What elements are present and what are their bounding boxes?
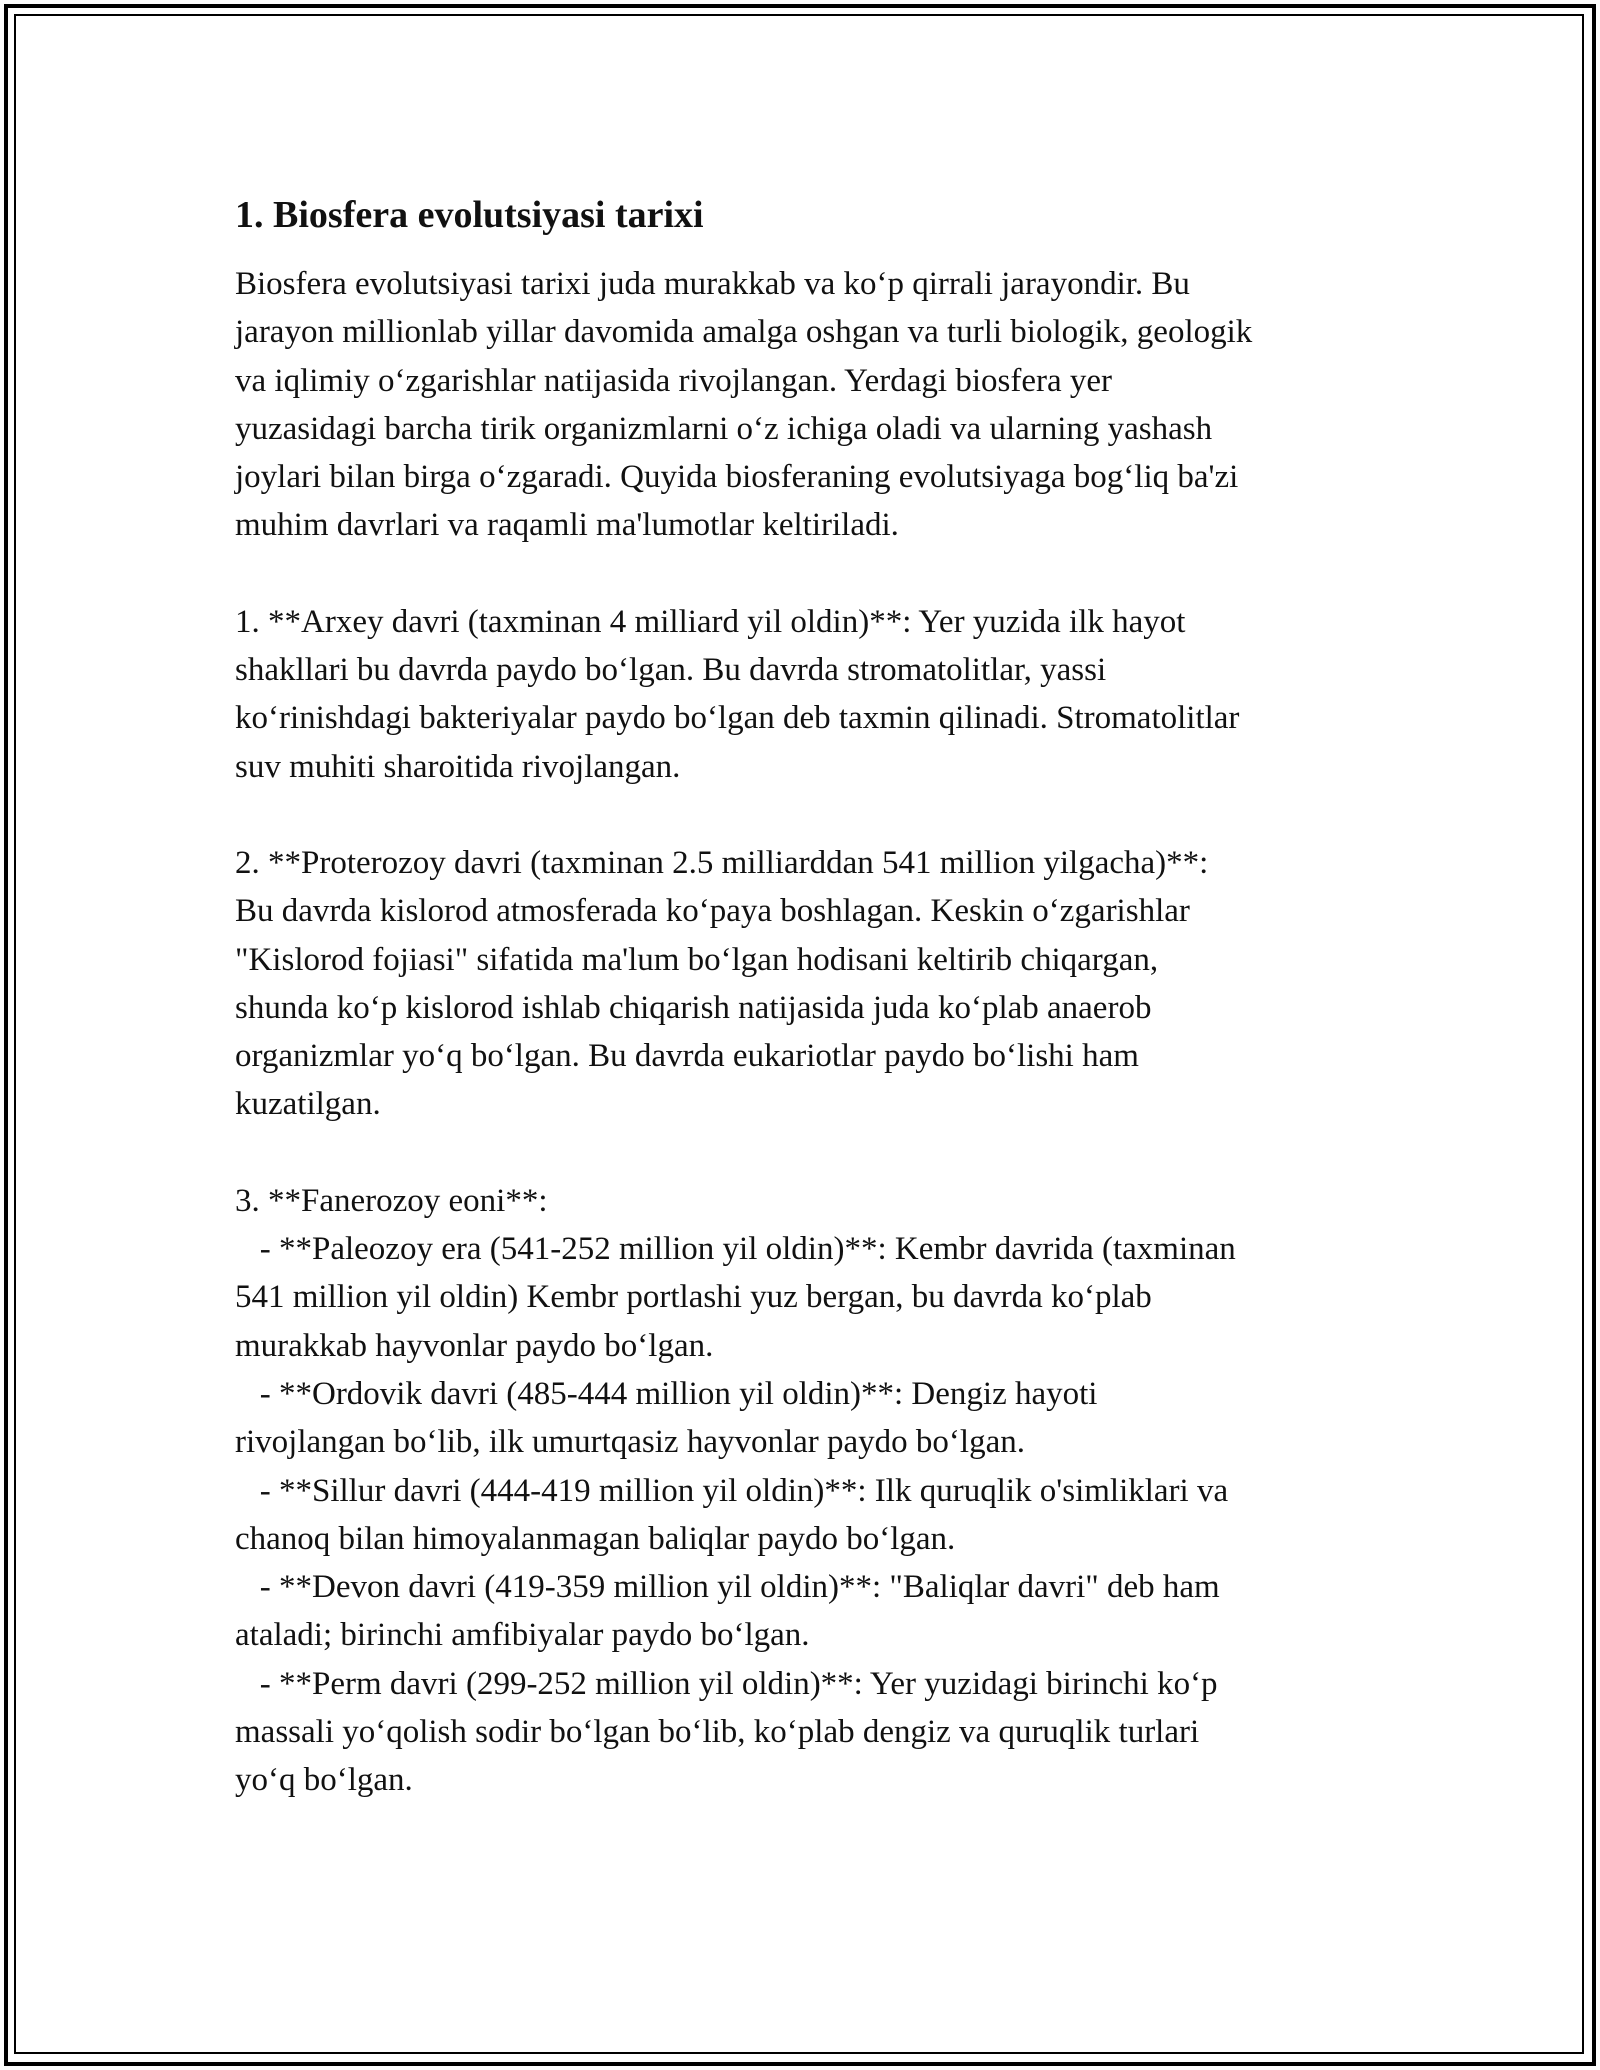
list-item-archean: 1. **Arxey davri (taxminan 4 milliard yil oldin)**: Yer yuzida ilk hayot shakllari bu davrda paydo bo‘lgan. Bu davrda stromatolitlar, yassi ko‘rinishdagi bakteriyalar paydo bo‘lgan deb taxmin qilinadi. Stromatolitlar suv muhiti sharoitida rivojlangan. xyxy=(235,603,1240,785)
sub-item-lead: - **Devon davri (419-359 million yil oldin)**: "Baliqlar davri" deb ham xyxy=(235,1569,1220,1606)
paragraph-gap xyxy=(235,550,1375,598)
sub-item-silurian xyxy=(235,1467,1375,1564)
sub-item-lead: - **Paleozoy era (541-252 million yil oldin)**: Kembr davrida (taxminan xyxy=(235,1231,1236,1268)
list-item-proterozoic: 2. **Proterozoy davri (taxminan 2.5 milliarddan 541 million yilgacha)**: Bu davrda kislorod atmosferada ko‘paya boshlagan. Keskin o‘zgarishlar "Kislorod fojiasi" sifatida ma'lum bo‘lgan hodisani keltirib chiqargan, shunda ko‘p kislorod ishlab chiqarish natijasida juda ko‘plab anaerob organizmlar yo‘q bo‘lgan. Bu davrda eukariotlar paydo bo‘lishi ham kuzatilgan. xyxy=(235,844,1209,1123)
sub-item-paleozoic xyxy=(235,1225,1375,1370)
sub-item-ordovician xyxy=(235,1370,1375,1467)
intro-paragraph: Biosfera evolutsiyasi tarixi juda murakkab va ko‘p qirrali jarayondir. Bu jarayon millionlab yillar davomida amalga oshgan va turli biologik, geologik va iqlimiy o‘zgarishlar natijasida rivojlangan. Yerdagi biosfera yer yuzasidagi barcha tirik organizmlarni o‘z ichiga oladi va ularning yashash joylari bilan birga o‘zgaradi. Quyida biosferaning evolutsiyaga bog‘liq ba'zi muhim davrlari va raqamli ma'lumotlar keltiriladi. xyxy=(235,266,1253,544)
list-item-phanerozoic-title: 3. **Fanerozoy eoni**: xyxy=(235,1182,548,1219)
sub-item-lead: - **Sillur davri (444-419 million yil oldin)**: Ilk quruqlik o'simliklari va xyxy=(235,1472,1229,1509)
document-body xyxy=(235,190,1375,1805)
paragraph-gap xyxy=(235,791,1375,839)
sub-item-permian xyxy=(235,1660,1375,1805)
sub-item-lead: - **Ordovik davri (485-444 million yil oldin)**: Dengiz hayoti xyxy=(235,1375,1098,1412)
sub-item-lead: - **Perm davri (299-252 million yil oldin)**: Yer yuzidagi birinchi ko‘p xyxy=(235,1665,1218,1702)
sub-item-text: 541 million yil oldin) Kembr portlashi yuz bergan, bu davrda ko‘plab murakkab hayvonlar paydo bo‘lgan. xyxy=(235,1279,1152,1364)
sub-item-text: massali yo‘qolish sodir bo‘lgan bo‘lib, ko‘plab dengiz va quruqlik turlari yo‘q bo‘lgan. xyxy=(235,1714,1200,1799)
paragraph-gap xyxy=(235,1129,1375,1177)
sub-item-text: ataladi; birinchi amfibiyalar paydo bo‘lgan. xyxy=(235,1617,810,1654)
sub-item-text: chanoq bilan himoyalanmagan baliqlar paydo bo‘lgan. xyxy=(235,1520,956,1557)
section-heading: 1. Biosfera evolutsiyasi tarixi xyxy=(235,194,704,236)
sub-item-devonian xyxy=(235,1563,1375,1660)
sub-item-text: rivojlangan bo‘lib, ilk umurtqasiz hayvonlar paydo bo‘lgan. xyxy=(235,1424,1025,1461)
